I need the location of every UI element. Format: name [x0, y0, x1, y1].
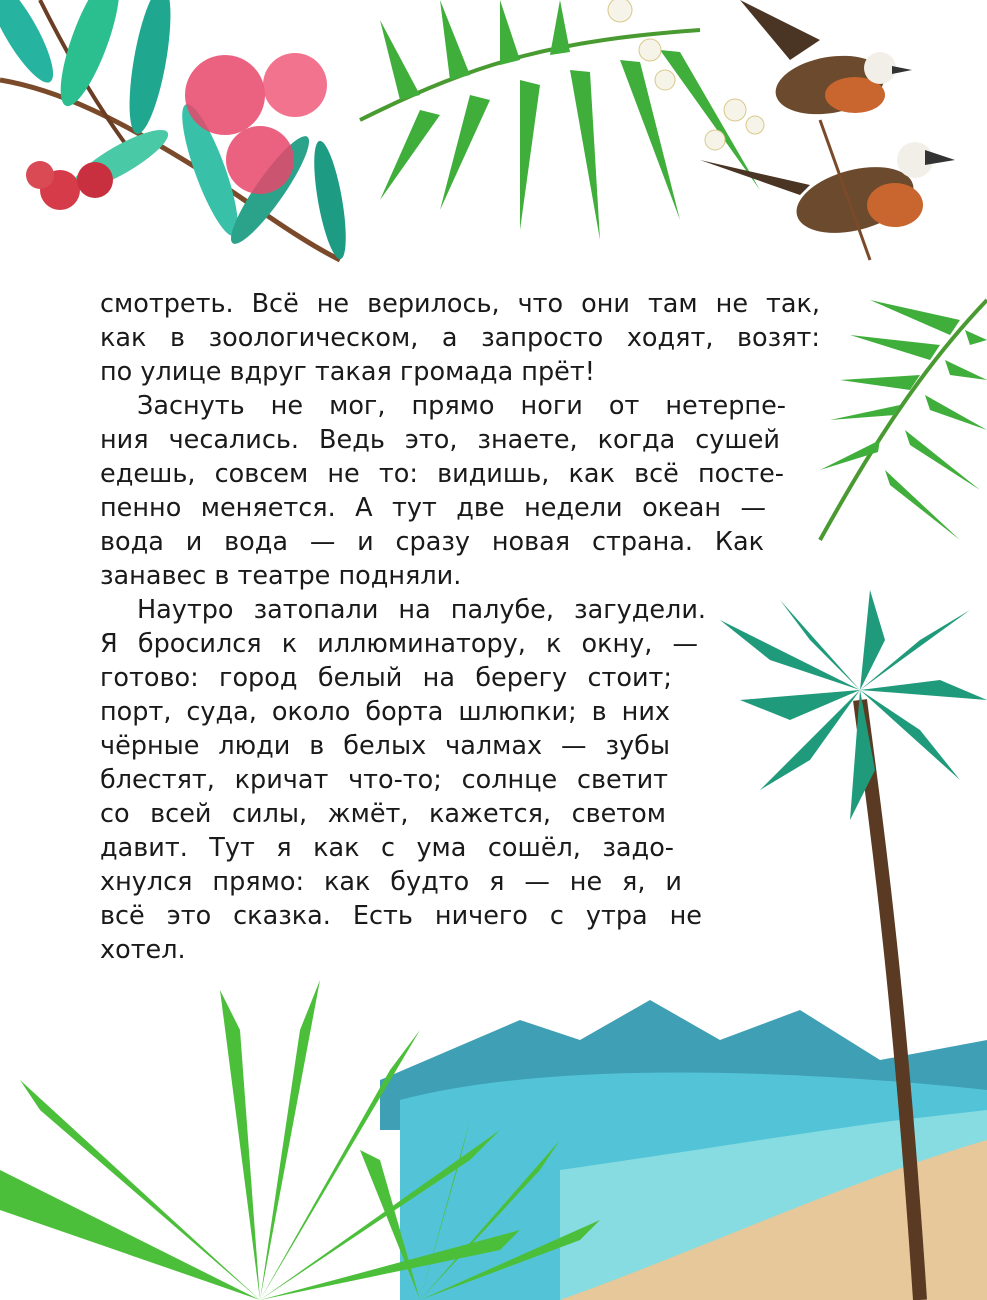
text-line: Я бросился к иллюминатору, к окну, —	[100, 629, 698, 659]
text-line: чёрные люди в белых чалмах — зубы	[100, 731, 670, 761]
text-line: Заснуть не мог, прямо ноги от нетерпе-	[137, 391, 786, 421]
text-line: всё это сказка. Есть ничего с утра не	[100, 901, 702, 931]
text-line: по улице вдруг такая громада прёт!	[100, 357, 595, 387]
story-text	[100, 287, 820, 967]
text-line: давит. Тут я как с ума сошёл, задо-	[100, 833, 674, 863]
text-line: Наутро затопали на палубе, загудели.	[137, 595, 706, 625]
text-line: хнулся прямо: как будто я — не я, и	[100, 867, 682, 897]
text-line: ния чесались. Ведь это, знаете, когда сушей	[100, 425, 780, 455]
text-line: занавес в театре подняли.	[100, 561, 462, 591]
birds-illustration	[700, 0, 955, 260]
text-line: блестят, кричат что-то; солнце светит	[100, 765, 668, 795]
text-line: порт, суда, около борта шлюпки; в них	[100, 697, 670, 727]
paragraph-1	[100, 287, 820, 389]
text-line: как в зоологическом, а запросто ходят, возят:	[100, 323, 820, 353]
palm-frond-top-illustration	[360, 0, 760, 240]
palm-frond-right-illustration	[820, 300, 987, 540]
text-line: пенно меняется. А тут две недели океан —	[100, 493, 766, 523]
paragraph-2	[100, 389, 820, 593]
paragraph-3	[100, 593, 820, 967]
text-line: хотел.	[100, 935, 186, 965]
text-line: вода и вода — и сразу новая страна. Как	[100, 527, 764, 557]
eucalyptus-branch-illustration	[0, 0, 352, 261]
text-line: готово: город белый на берегу стоит;	[100, 663, 672, 693]
text-line: смотреть. Всё не верилось, что они там не так,	[100, 289, 820, 319]
text-line: едешь, совсем не то: видишь, как всё посте-	[100, 459, 784, 489]
text-line: со всей силы, жмёт, кажется, светом	[100, 799, 666, 829]
